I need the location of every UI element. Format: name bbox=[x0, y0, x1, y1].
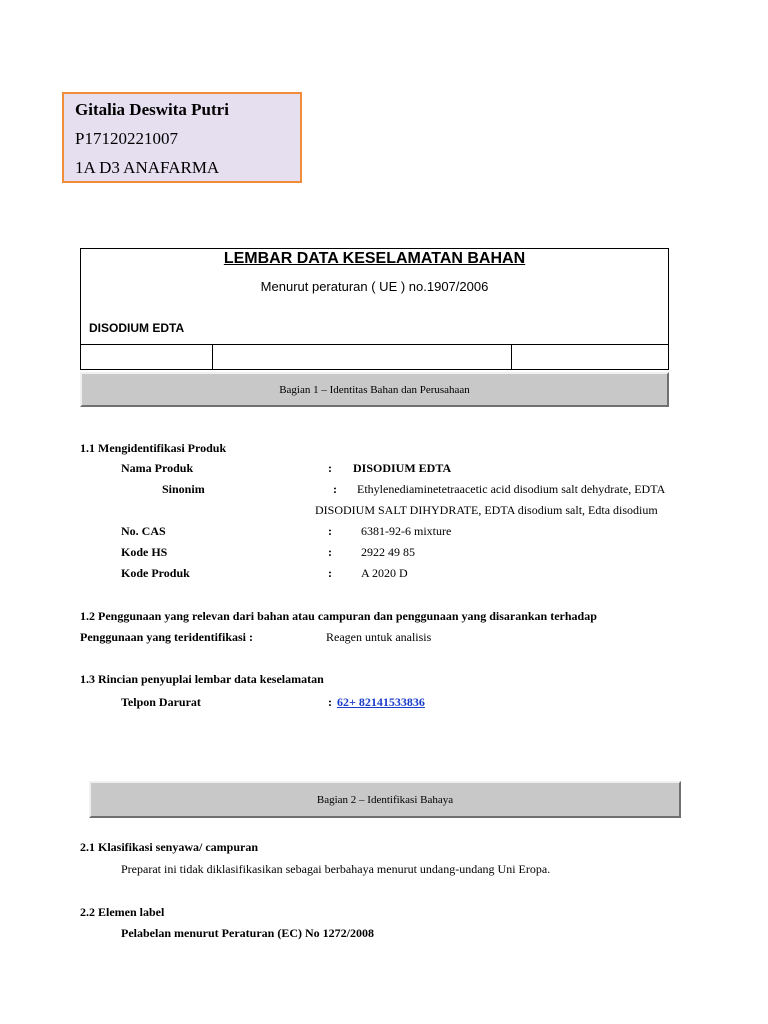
document-header bbox=[80, 248, 669, 344]
kode-produk-colon: : bbox=[328, 566, 332, 580]
product-heading: DISODIUM EDTA bbox=[89, 321, 185, 335]
section-1-banner-label: Bagian 1 – Identitas Bahan dan Perusahaan bbox=[279, 383, 470, 396]
penggunaan-value: Reagen untuk analisis bbox=[326, 630, 432, 644]
student-info-box bbox=[62, 92, 302, 183]
telpon-darurat-label: Telpon Darurat bbox=[121, 695, 201, 709]
nama-produk-colon: : bbox=[328, 461, 332, 475]
cell-divider bbox=[511, 345, 512, 369]
no-cas-colon: : bbox=[328, 524, 332, 538]
section-2-1-heading: 2.1 Klasifikasi senyawa/ campuran bbox=[80, 840, 259, 854]
kode-hs-value: 2922 49 85 bbox=[361, 545, 415, 559]
kode-hs-label: Kode HS bbox=[121, 545, 168, 559]
kode-produk-value: A 2020 D bbox=[361, 566, 408, 580]
section-1-3-heading: 1.3 Rincian penyuplai lembar data keselamatan bbox=[80, 672, 324, 686]
student-id: P17120221007 bbox=[75, 129, 178, 148]
section-1-2-heading: 1.2 Penggunaan yang relevan dari bahan atau campuran dan penggunaan yang disarankan terhadap bbox=[80, 609, 597, 623]
kode-produk-label: Kode Produk bbox=[121, 566, 190, 580]
document-title: LEMBAR DATA KESELAMATAN BAHAN bbox=[223, 250, 526, 267]
section-2-2-text: Pelabelan menurut Peraturan (EC) No 1272/2008 bbox=[121, 926, 374, 940]
section-2-2-heading: 2.2 Elemen label bbox=[80, 905, 165, 919]
nama-produk-value: DISODIUM EDTA bbox=[353, 461, 452, 475]
sinonim-colon: : bbox=[333, 482, 337, 496]
document-subtitle: Menurut peraturan ( UE ) no.1907/2006 bbox=[260, 279, 489, 294]
section-1-banner bbox=[80, 372, 669, 407]
telpon-darurat-link[interactable]: 62+ 82141533836 bbox=[337, 695, 425, 709]
section-2-1-text: Preparat ini tidak diklasifikasikan sebagai berbahaya menurut undang-undang Uni Eropa. bbox=[121, 862, 551, 876]
section-1-1-heading: 1.1 Mengidentifikasi Produk bbox=[80, 441, 227, 455]
section-2-banner-label: Bagian 2 – Identifikasi Bahaya bbox=[316, 793, 454, 806]
telpon-darurat-colon: : bbox=[328, 695, 332, 709]
no-cas-label: No. CAS bbox=[121, 524, 166, 538]
kode-hs-colon: : bbox=[328, 545, 332, 559]
sinonim-value-line2: DISODIUM SALT DIHYDRATE, EDTA disodium salt, Edta disodium bbox=[315, 503, 658, 517]
student-class: 1A D3 ANAFARMA bbox=[75, 158, 220, 177]
student-name: Gitalia Deswita Putri bbox=[75, 100, 229, 119]
no-cas-value: 6381-92-6 mixture bbox=[361, 524, 452, 538]
nama-produk-label: Nama Produk bbox=[121, 461, 194, 475]
cell-divider bbox=[212, 345, 213, 369]
header-empty-cells bbox=[80, 344, 669, 370]
section-2-banner bbox=[89, 781, 681, 818]
penggunaan-label: Penggunaan yang teridentifikasi : bbox=[80, 630, 254, 644]
sinonim-label: Sinonim bbox=[162, 482, 205, 496]
sinonim-value-line1: Ethylenediaminetetraacetic acid disodium salt dehydrate, EDTA bbox=[357, 482, 666, 496]
